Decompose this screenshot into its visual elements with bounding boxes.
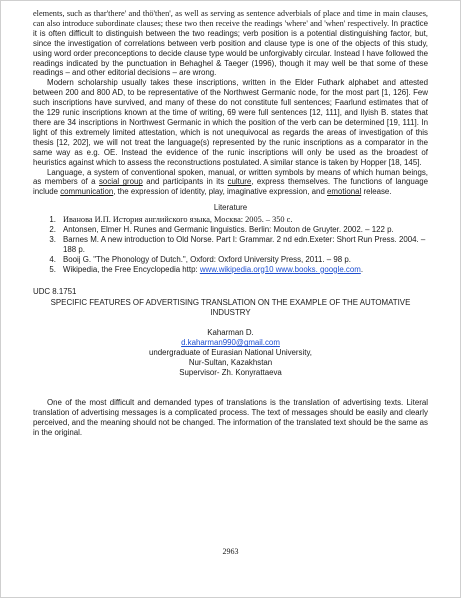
literature-item (33, 215, 428, 225)
literature-item (33, 265, 428, 275)
literature-item-number: 1. (49, 215, 56, 225)
wikipedia-link[interactable]: www.wikipedia.org10 www.books. google.com (199, 264, 361, 274)
literature-item-number: 4. (49, 254, 56, 264)
author-name: Kaharman D. (207, 328, 254, 338)
link-social-group[interactable]: social group (98, 177, 143, 187)
author-affiliation: undergraduate of Eurasian National University, (148, 348, 313, 358)
text-span: and participants in its (142, 177, 228, 187)
author-block (33, 328, 428, 378)
text-span: , express themselves. The functions of language include (33, 177, 428, 197)
paragraph-sans-span: In practice it is often difficult to distinguish between the two readings; verb position is a potential distinguishing factor, but, since the investigation of correlations between verb position and clause type is one of the objects of this study, using word order preconceptions to decide clause type would be unforgivably circular. Instead I have followed the readings indicated by the punctuation in Behaghel & Taeger (1996), though it may well be that some of these readings – and other editorial decisions – are wrong. (33, 18, 428, 78)
literature-list (33, 215, 428, 274)
paragraph-advertising-intro: One of the most difficult and demanded types of translations is the translation of advertising texts. Literal translation of advertising messages is a complicated process. The text of messages should be easily and clearly perceived, and the meaning should not be changed. The information of the translated text should be the same as in the original. (33, 397, 428, 437)
text-span: , the expression of identity, play, imaginative expression, and (113, 187, 328, 197)
link-emotional[interactable]: emotional (327, 187, 362, 197)
literature-item-suffix: . (360, 264, 364, 274)
literature-item (33, 225, 428, 235)
literature-item (33, 255, 428, 265)
literature-item-text: Booij G. "The Phonology of Dutch.", Oxford: Oxford University Press, 2011. – 98 p. (63, 254, 351, 264)
author-city: Nur-Sultan, Kazakhstan (188, 358, 273, 367)
page-content (33, 9, 428, 437)
literature-item-text (63, 265, 428, 275)
literature-item-number: 3. (49, 234, 56, 244)
author-email-link[interactable]: d.kaharman990@gmail.com (181, 338, 280, 348)
literature-item-number: 2. (49, 225, 56, 235)
literature-heading: Literature (213, 203, 248, 213)
page-number: 2963 (222, 547, 239, 556)
literature-item-number: 5. (49, 264, 56, 274)
article-title: SPECIFIC FEATURES OF ADVERTISING TRANSLATION ON THE EXAMPLE OF THE AUTOMATIVE INDUSTRY (50, 298, 411, 318)
paragraph-serif-span: elements, such as thar'there' and thö'then', as well as serving as sentence adverbials of place and time in main clauses, can also introduce subordinate clauses; these two then receive the readings 'where' and 'when' respectively. (33, 9, 428, 28)
udc-code: UDC 8.1751 (33, 286, 77, 296)
literature-item-text: Antonsen, Elmer H. Runes and Germanic linguistics. Berlin: Mouton de Gruyter. 2002. – 122 p. (63, 225, 394, 235)
literature-item-prefix: Wikipedia, the Free Encyclopedia http: (63, 264, 200, 274)
link-communication[interactable]: communication (60, 187, 114, 197)
literature-item-text: Иванова И.П. История английского языка, Москва: 2005. – 350 с. (63, 215, 293, 225)
paragraph-word-order (33, 9, 428, 78)
text-span: release. (361, 187, 392, 197)
literature-item-text: Barnes M. A new introduction to Old Norse. Part I: Grammar. 2 nd edn.Exeter: Short Run Press. 2004. – 188 p. (63, 234, 426, 254)
author-supervisor: Supervisor- Zh. Konyrattaeva (179, 367, 282, 377)
literature-item (33, 235, 428, 255)
paragraph-runic-inscriptions: Modern scholarship usually takes these inscriptions, written in the Elder Futhark alphabet and attested between 200 and 800 AD, to be representative of the Northwest Germanic node, for the most part [1, 126]. Few such inscriptions have survived, and many of these do not constitute full sentences; Faarlund estimates that of the 129 runic inscriptions known at the time of writing, 69 were full sentences [12, 111], and Ilyish B. states that there are 34 inscriptions in Northwest Germanic in which the position of the verb can be determined [19, 111]. In light of this extremely limited attestation, which is not unequivocal as regards the areas of investigation of this thesis [12, 202], we will not treat the language(s) represented by the runic inscriptions as a comparator in the same way as e.g. OE. Instead the evidence of the runic inscriptions will only be used as the broadest of heuristics against which to assess the reconstructions postulated. A similar stance is taken by Hopper [18, 145]. (33, 78, 428, 167)
text-span: Language, a system of conventional spoken, manual, or written symbols by means of which human beings, as members of a (33, 167, 428, 187)
paragraph-language-definition (33, 168, 428, 198)
link-culture[interactable]: culture (227, 177, 252, 187)
